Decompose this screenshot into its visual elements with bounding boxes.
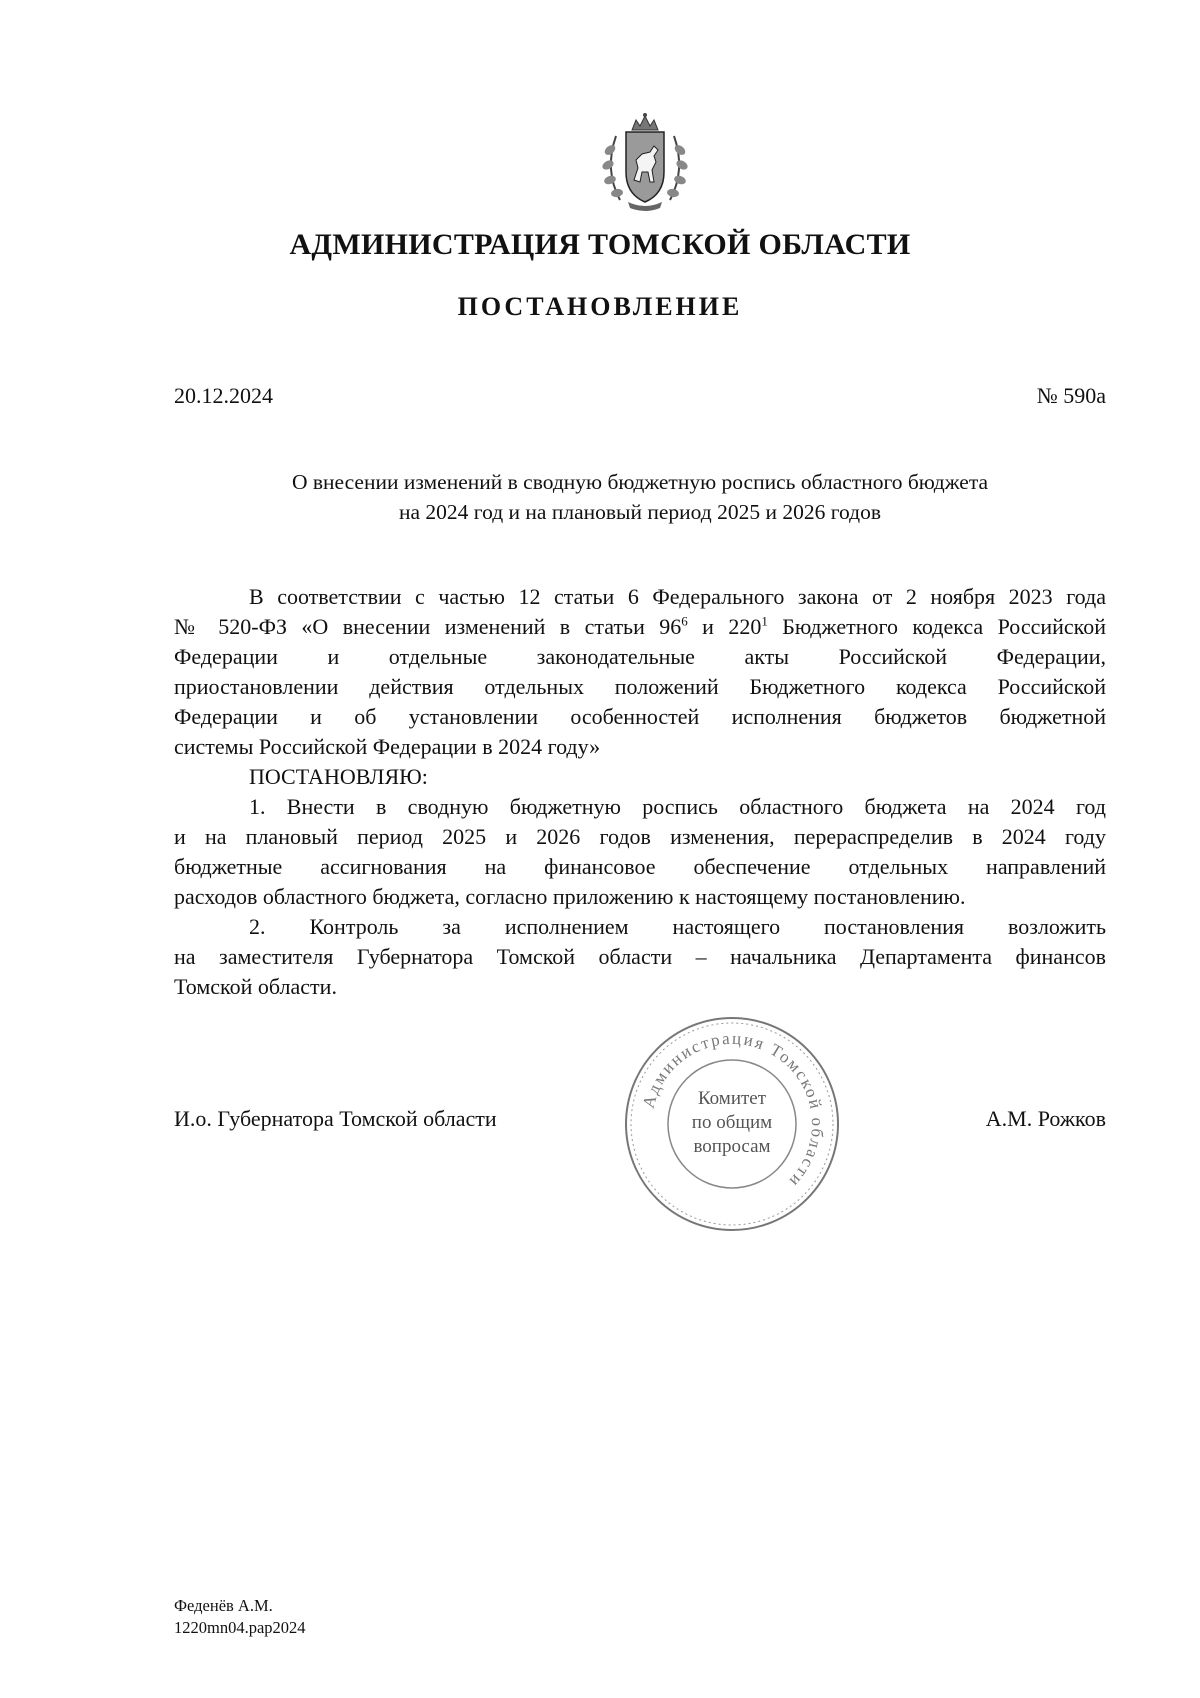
body-line: 1. Внести в сводную бюджетную роспись областного бюджета на 2024 год	[249, 794, 1106, 819]
resolve-heading: ПОСТАНОВЛЯЮ:	[249, 764, 428, 789]
signatory-name: А.М. Рожков	[985, 1106, 1106, 1131]
file-code: 1220mn04.pap2024	[174, 1618, 306, 1637]
body-line: бюджетные ассигнования на финансовое обеспечение отдельных направлений	[174, 854, 1106, 879]
organization-title: АДМИНИСТРАЦИЯ ТОМСКОЙ ОБЛАСТИ	[289, 228, 911, 261]
stamp-ring-text: Администрация Томской области	[638, 1028, 828, 1192]
body-line: Томской области.	[174, 974, 337, 999]
document-footer	[174, 1595, 306, 1639]
subject-line: на 2024 год и на плановый период 2025 и 2026 годов	[399, 500, 881, 524]
stamp-center-text	[665, 1087, 799, 1159]
body-text-fragment: и 220	[687, 614, 762, 639]
body-line: В соответствии с частью 12 статьи 6 Федерального закона от 2 ноября 2023 года	[249, 584, 1106, 609]
tomsk-region-coat-of-arms-icon	[590, 110, 700, 215]
body-line: и на плановый период 2025 и 2026 годов изменения, перераспределив в 2024 году	[174, 824, 1106, 849]
document-type: ПОСТАНОВЛЕНИЕ	[457, 292, 743, 321]
body-line: системы Российской Федерации в 2024 году»	[174, 734, 601, 759]
superscript: 6	[681, 613, 688, 629]
executor-name: Феденёв А.М.	[174, 1596, 273, 1615]
signatory-role: И.о. Губернатора Томской области	[174, 1106, 497, 1131]
body-text-fragment: Бюджетного кодекса Российской	[767, 614, 1106, 639]
stamp-line: вопросам	[693, 1136, 771, 1157]
body-line	[174, 612, 1106, 642]
stamp-line: Комитет	[697, 1088, 767, 1109]
body-text-fragment: № 520-ФЗ «О внесении изменений в статьи 96	[174, 614, 682, 639]
body-line: Федерации и отдельные законодательные акты Российской Федерации,	[174, 644, 1106, 669]
document-number: № 590а	[1036, 383, 1106, 408]
body-line: на заместителя Губернатора Томской области – начальника Департамента финансов	[174, 944, 1106, 969]
body-line: Федерации и об установлении особенностей исполнения бюджетов бюджетной	[174, 704, 1106, 729]
body-line: расходов областного бюджета, согласно приложению к настоящему постановлению.	[174, 884, 966, 909]
stamp-line: по общим	[691, 1112, 773, 1133]
document-body	[174, 582, 1106, 1002]
document-date: 20.12.2024	[174, 383, 273, 408]
document-subject	[174, 467, 1106, 527]
superscript: 1	[761, 613, 768, 629]
subject-line: О внесении изменений в сводную бюджетную роспись областного бюджета	[291, 470, 989, 494]
body-line: приостановлении действия отдельных положений Бюджетного кодекса Российской	[174, 674, 1106, 699]
body-line: 2. Контроль за исполнением настоящего постановления возложить	[249, 914, 1106, 939]
